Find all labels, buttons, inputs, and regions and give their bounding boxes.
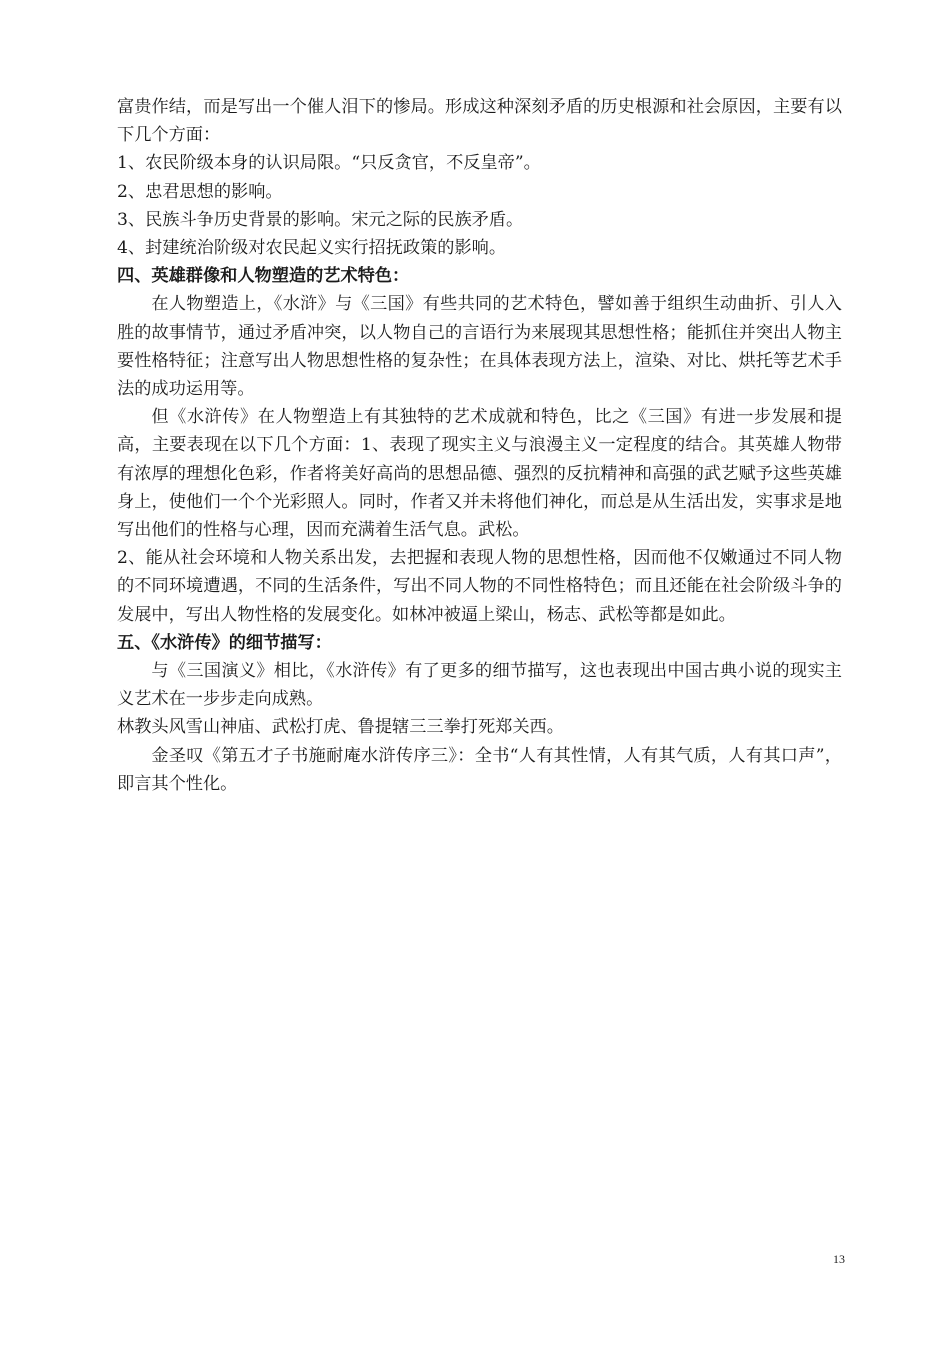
page-number: 13 (833, 1252, 845, 1266)
list-item-1: 1、农民阶级本身的认识局限。“只反贪官，不反皇帝”。 (117, 153, 541, 174)
section4-paragraph-2: 但《水浒传》在人物塑造上有其独特的艺术成就和特色，比之《三国》有进一步发展和提高，主要表现在以下几个方面：1、表现了现实主义与浪漫主义一定程度的结合。其英雄人物带有浓厚的理想化色彩，作者将美好高尚的思想品德、强烈的反抗精神和高强的武艺赋予这些英雄身上，使他们一个个光彩照人。同时，作者又并未将他们神化，而总是从生活出发，实事求是地写出他们的性格与心理，因而充满着生活气息。武松。 (117, 407, 842, 541)
paragraph-continuation: 富贵作结，而是写出一个催人泪下的惨局。形成这种深刻矛盾的历史根源和社会原因，主要有以下几个方面： (117, 97, 842, 146)
section4-paragraph-3: 2、能从社会环境和人物关系出发，去把握和表现人物的思想性格，因而他不仅嫩通过不同人物的不同环境遭遇，不同的生活条件，写出不同人物的不同性格特色；而且还能在社会阶级斗争的发展中，写出人物性格的发展变化。如林冲被逼上梁山，杨志、武松等都是如此。 (117, 548, 842, 625)
list-item-2: 2、忠君思想的影响。 (117, 181, 283, 202)
section-heading-5: 五、《水浒传》的细节描写： (117, 632, 332, 653)
section4-paragraph-1: 在人物塑造上，《水浒》与《三国》有些共同的艺术特色，譬如善于组织生动曲折、引人入胜的故事情节，通过矛盾冲突，以人物自己的言语行为来展现其思想性格；能抓住并突出人物主要性格特征；注意写出人物思想性格的复杂性；在具体表现方法上，渲染、对比、烘托等艺术手法的成功运用等。 (117, 294, 842, 400)
section5-paragraph-1: 与《三国演义》相比，《水浒传》有了更多的细节描写，这也表现出中国古典小说的现实主义艺术在一步步走向成熟。 (117, 661, 842, 710)
section5-paragraph-3: 金圣叹《第五才子书施耐庵水浒传序三》：全书“人有其性情，人有其气质，人有其口声”，即言其个性化。 (117, 745, 842, 794)
list-item-4: 4、封建统治阶级对农民起义实行招抚政策的影响。 (117, 238, 507, 259)
document-body (117, 93, 842, 798)
section-heading-4: 四、英雄群像和人物塑造的艺术特色： (117, 266, 410, 287)
list-item-3: 3、民族斗争历史背景的影响。宋元之际的民族矛盾。 (117, 209, 524, 230)
section5-paragraph-2: 林教头风雪山神庙、武松打虎、鲁提辖三三拳打死郑关西。 (117, 717, 564, 738)
